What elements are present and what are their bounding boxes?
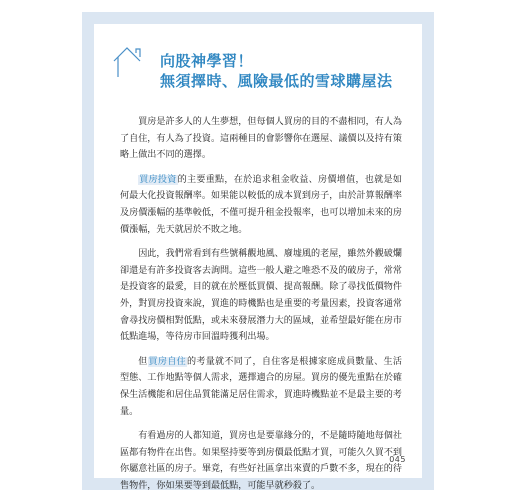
paragraph-text: 的考量就不同了，自住客是根據家庭成員數量、生活型態、工作地點等個人需求，選擇適合的房屋。買房的優先重點在於確保生活機能和居住品質能滿足居住需求，買進時機點並不是最主要的考量。: [120, 356, 402, 417]
paragraph-text: 因此，我們常看到有些號稱觀地風、廢墟風的老屋，雖然外觀破爛卻還是有許多投資客去詢問。這些一般人避之唯恐不及的破房子，常常是投資客的最愛，目的就在於壓低買價、提高報酬。除了尋找低價物件外，對買房投資來說，買進的時機點也是重要的考量因素，投資客通常會尋找房價相對低點，或未來發展潛力大的區域，並希望最好能在房市低點進場，等待房市回溫時獲利出場。: [120, 249, 402, 343]
house-outline-icon: [112, 44, 148, 78]
paragraph-lead: 但: [138, 356, 148, 367]
paragraph-5: [120, 428, 402, 494]
book-page-border: [82, 12, 434, 490]
paragraph-text: 的主要重點，在於追求租金收益、房價增值，也就是如何最大化投資報酬率。如果能以較低的成本買到房子，由於計算報酬率及房價漲幅的基準較低，不僅可提升租金投報率，也可以增加未來的房價漲幅，先天就居於不敗之地。: [120, 174, 402, 235]
chapter-title-line-1: 向股神學習！: [160, 52, 254, 70]
paragraph-3: [120, 246, 402, 346]
chapter-title-line-2: 無須擇時、風險最低的雪球購屋法: [160, 72, 393, 90]
paragraph-1: [120, 114, 402, 164]
paragraph-2: [120, 172, 402, 238]
body-text: [120, 114, 402, 502]
paragraph-text: 有看過房的人都知道，買房也是要靠緣分的，不是隨時隨地每個社區都有物件在出售。如果堅持要等到房價最低點才買，可能久久買不到你屬意社區的房子。畢竟，有些好社區拿出來賣的戶數不多，現在的待售物件，你如果要等到最低點，可能早就秒殺了。: [120, 431, 402, 491]
paragraph-text: 買房是許多人的人生夢想，但每個人買房的目的不盡相同，有人為了自住，有人為了投資。這兩種目的會影響你在選屋、議價以及持有策略上做出不同的選擇。: [120, 117, 402, 161]
highlight-term: 買房投資: [139, 174, 177, 185]
page-number: 045: [389, 455, 406, 464]
highlight-term: 買房自住: [148, 356, 186, 367]
paragraph-4: [120, 354, 402, 420]
book-page: [94, 24, 422, 491]
